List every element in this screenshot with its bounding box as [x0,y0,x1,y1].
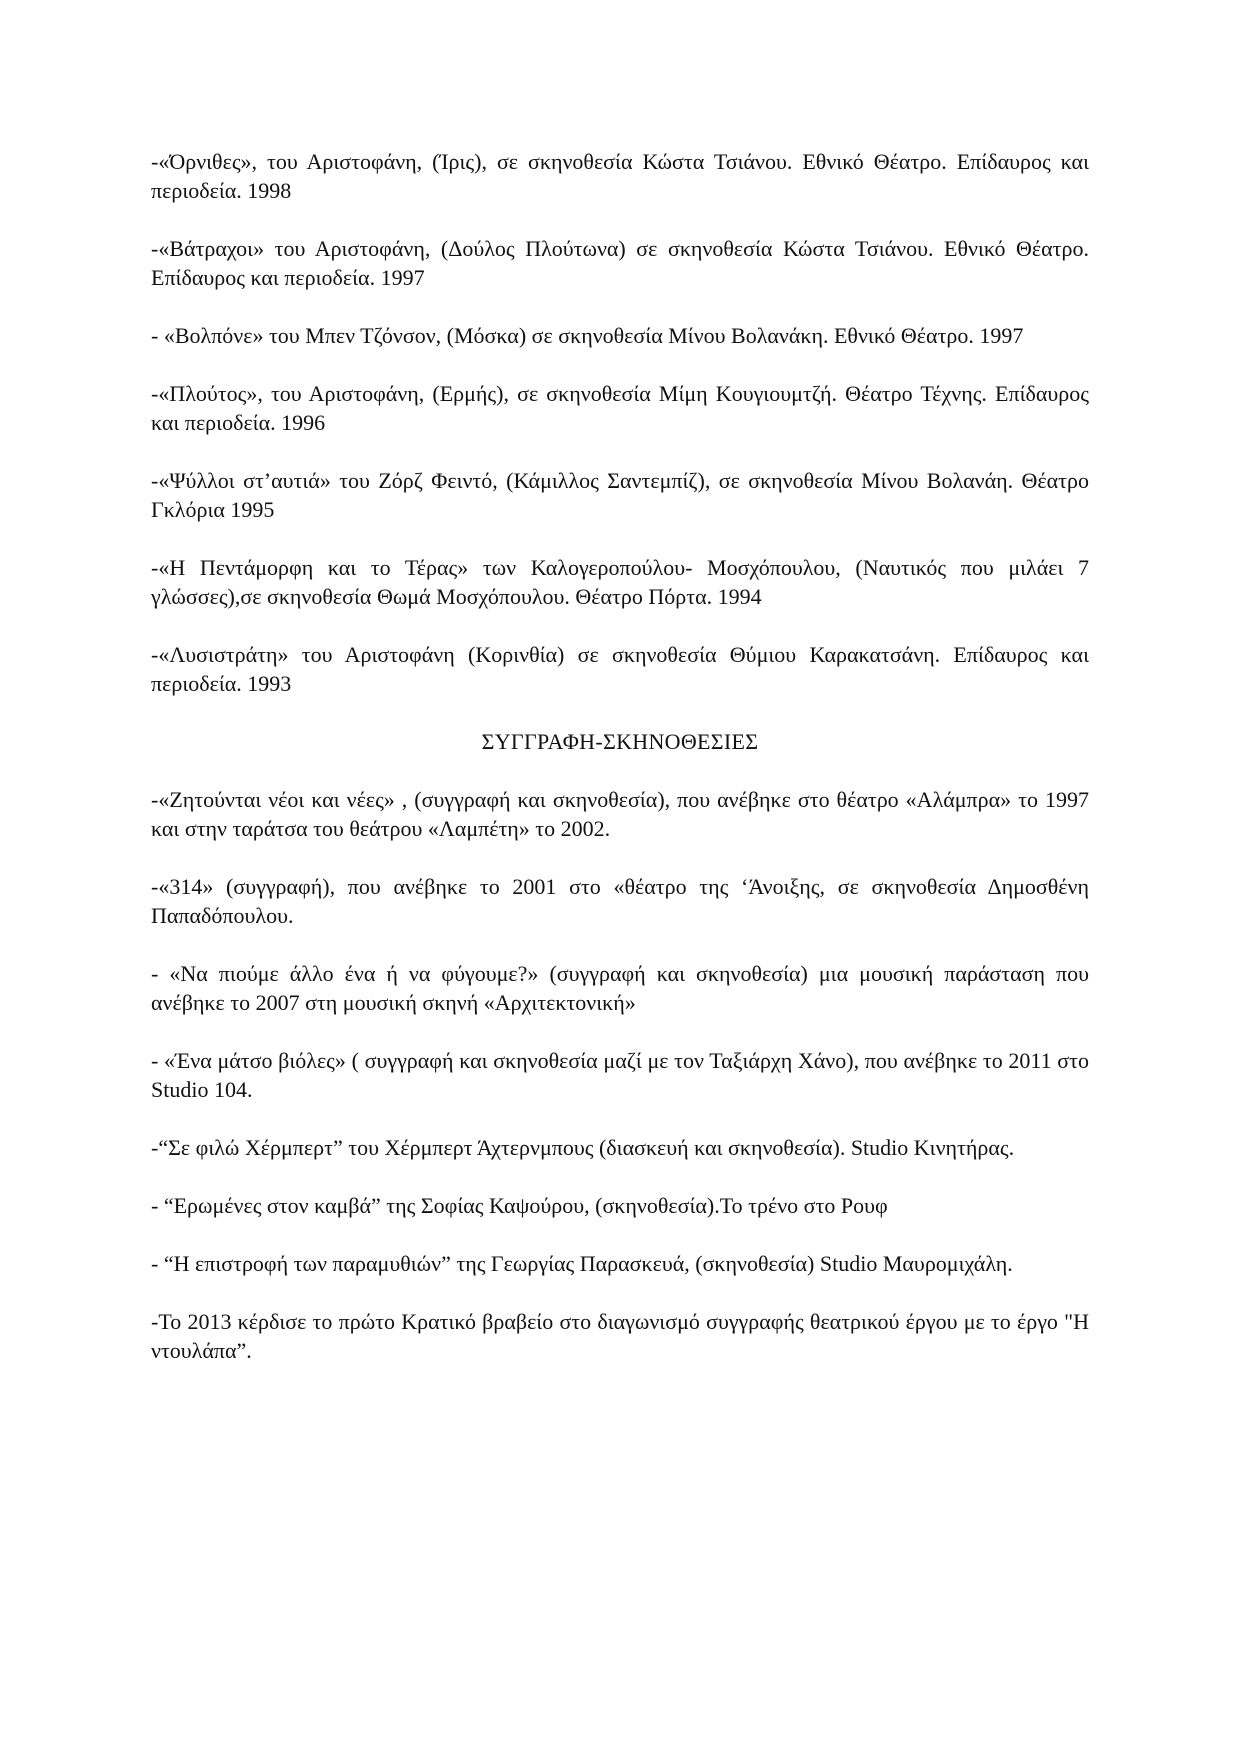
work-entry: - “Ερωμένες στον καμβά” της Σοφίας Καψούρου, (σκηνοθεσία).Το τρένο στο Ρουφ [151,1193,888,1218]
work-entry: - «Ένα μάτσο βιόλες» ( συγγραφή και σκηνοθεσία μαζί με τον Ταξιάρχη Χάνο), που ανέβηκε το 2011 στο Studio 104. [151,1048,1089,1102]
work-entry: -«314» (συγγραφή), που ανέβηκε το 2001 στο «θέατρο της ‘Άνοιξης, σε σκηνοθεσία Δημοσθένη Παπαδόπουλου. [151,874,1089,928]
role-entry: - «Βολπόνε» του Μπεν Τζόνσον, (Μόσκα) σε σκηνοθεσία Μίνου Βολανάκη. Εθνικό Θέατρο. 1997 [151,323,1024,348]
role-entry: -«Λυσιστράτη» του Αριστοφάνη (Κορινθία) σε σκηνοθεσία Θύμιου Καρακατσάνη. Επίδαυρος και περιοδεία. 1993 [151,642,1089,696]
work-entry: -“Σε φιλώ Χέρμπερτ” του Χέρμπερτ Άχτερνμπους (διασκευή και σκηνοθεσία). Studio Κινητήρας. [151,1135,1015,1160]
role-entry: -«Πλούτος», του Αριστοφάνη, (Ερμής), σε σκηνοθεσία Μίμη Κουγιουμτζή. Θέατρο Τέχνης. Επίδαυρος και περιοδεία. 1996 [151,381,1089,435]
role-entry: -«Ψύλλοι στ’αυτιά» του Ζόρζ Φειντό, (Κάμιλλος Σαντεμπίζ), σε σκηνοθεσία Μίνου Βολανάη. Θέατρο Γκλόρια 1995 [151,468,1089,522]
role-entry: -«Η Πεντάμορφη και το Τέρας» των Καλογεροπούλου- Μοσχόπουλου, (Ναυτικός που μιλάει 7 γλώσσες),σε σκηνοθεσία Θωμά Μοσχόπουλου. Θέατρο Πόρτα. 1994 [151,555,1089,609]
work-entry: - «Να πιούμε άλλο ένα ή να φύγουμε?» (συγγραφή και σκηνοθεσία) μια μουσική παράσταση που ανέβηκε το 2007 στη μουσική σκηνή «Αρχιτεκτονική» [151,961,1089,1015]
work-entry: -Το 2013 κέρδισε το πρώτο Κρατικό βραβείο στο διαγωνισμό συγγραφής θεατρικού έργου με το έργο "Η ντουλάπα”. [151,1309,1089,1363]
work-entry: -«Ζητούνται νέοι και νέες» , (συγγραφή και σκηνοθεσία), που ανέβηκε στο θέατρο «Αλάμπρα» το 1997 και στην ταράτσα του θεάτρου «Λαμπέτη» το 2002. [151,787,1089,841]
role-entry: -«Βάτραχοι» του Αριστοφάνη, (Δούλος Πλούτωνα) σε σκηνοθεσία Κώστα Τσιάνου. Εθνικό Θέατρο. Επίδαυρος και περιοδεία. 1997 [151,236,1089,290]
work-entry: - “Η επιστροφή των παραμυθιών” της Γεωργίας Παρασκευά, (σκηνοθεσία) Studio Μαυρομιχάλη. [151,1251,1013,1276]
document-body [151,147,1089,1394]
role-entry: -«Όρνιθες», του Αριστοφάνη, (Ίρις), σε σκηνοθεσία Κώστα Τσιάνου. Εθνικό Θέατρο. Επίδαυρος και περιοδεία. 1998 [151,149,1089,203]
section-heading: ΣΥΓΓΡΑΦΗ-ΣΚΗΝΟΘΕΣΙΕΣ [481,729,759,754]
